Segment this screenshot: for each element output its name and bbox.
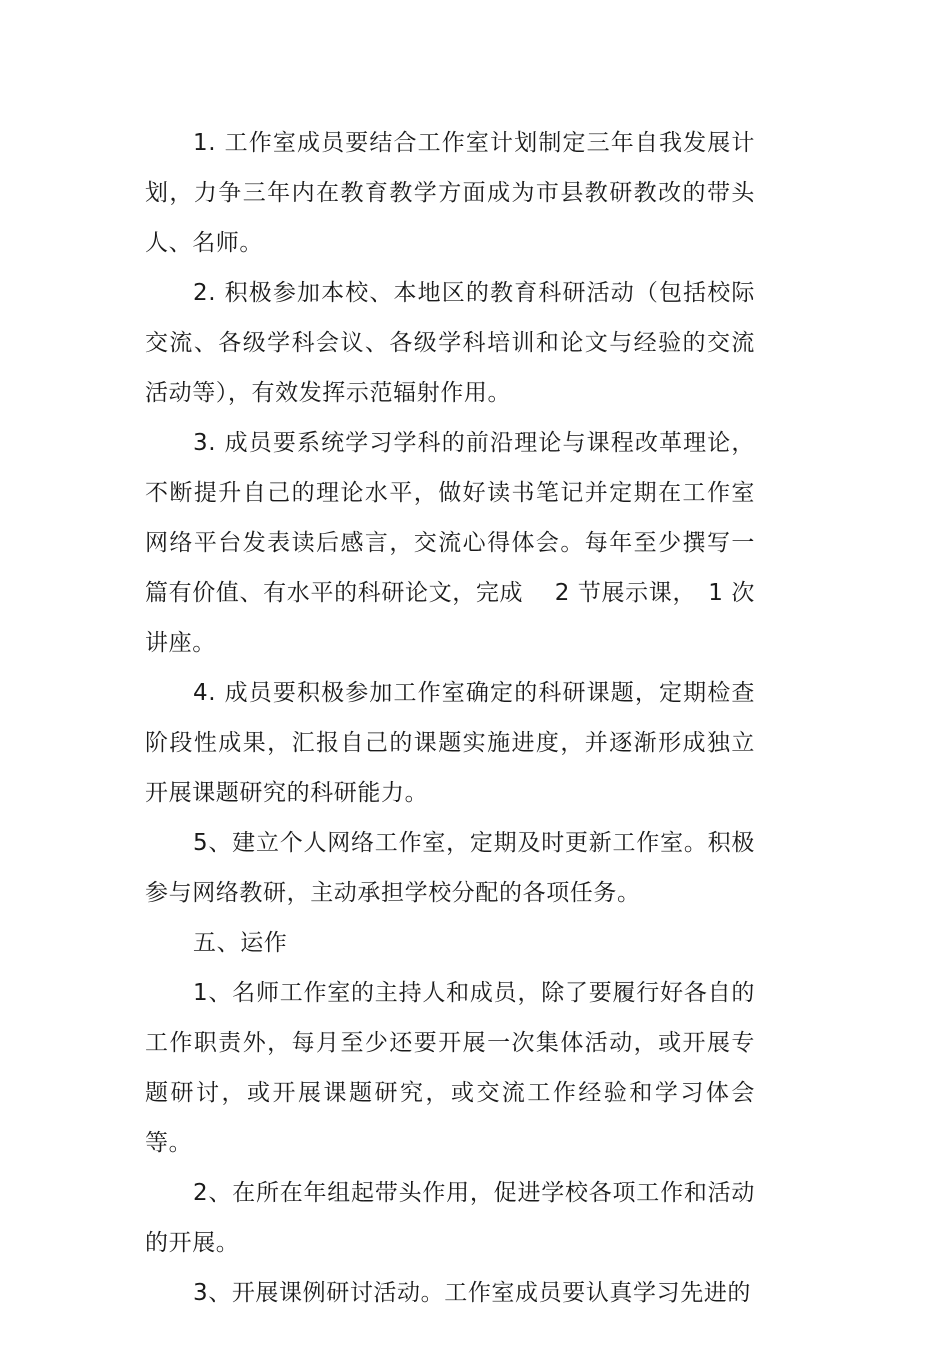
paragraph-theory-study: 3. 成员要系统学习学科的前沿理论与课程改革理论，不断提升自己的理论水平，做好读书笔记并定期在工作室网络平台发表读后感言，交流心得体会。每年至少撰写一篇有价值、有水平的科研论文，完成 2 节展示课， 1 次讲座。 bbox=[145, 430, 755, 656]
paragraph-lesson-study: 3、开展课例研讨活动。工作室成员要认真学习先进的 bbox=[193, 1280, 752, 1306]
document-body bbox=[145, 118, 755, 1318]
paragraph-leading-role: 2、在所在年组起带头作用，促进学校各项工作和活动的开展。 bbox=[145, 1180, 755, 1256]
paragraph-research-activities: 2. 积极参加本校、本地区的教育科研活动（包括校际交流、各级学科会议、各级学科培训和论文与经验的交流活动等），有效发挥示范辐射作用。 bbox=[145, 280, 755, 406]
paragraph-online-studio: 5、建立个人网络工作室，定期及时更新工作室。积极参与网络教研，主动承担学校分配的各项任务。 bbox=[145, 830, 755, 906]
section-heading-operation: 五、运作 bbox=[193, 930, 288, 956]
paragraph-research-project: 4. 成员要积极参加工作室确定的科研课题，定期检查阶段性成果，汇报自己的课题实施进度，并逐渐形成独立开展课题研究的科研能力。 bbox=[145, 680, 755, 806]
paragraph-collective-activity: 1、名师工作室的主持人和成员，除了要履行好各自的工作职责外，每月至少还要开展一次集体活动，或开展专题研讨，或开展课题研究，或交流工作经验和学习体会等。 bbox=[145, 980, 755, 1156]
paragraph-member-plan: 1. 工作室成员要结合工作室计划制定三年自我发展计划，力争三年内在教育教学方面成为市县教研教改的带头人、名师。 bbox=[145, 130, 755, 256]
